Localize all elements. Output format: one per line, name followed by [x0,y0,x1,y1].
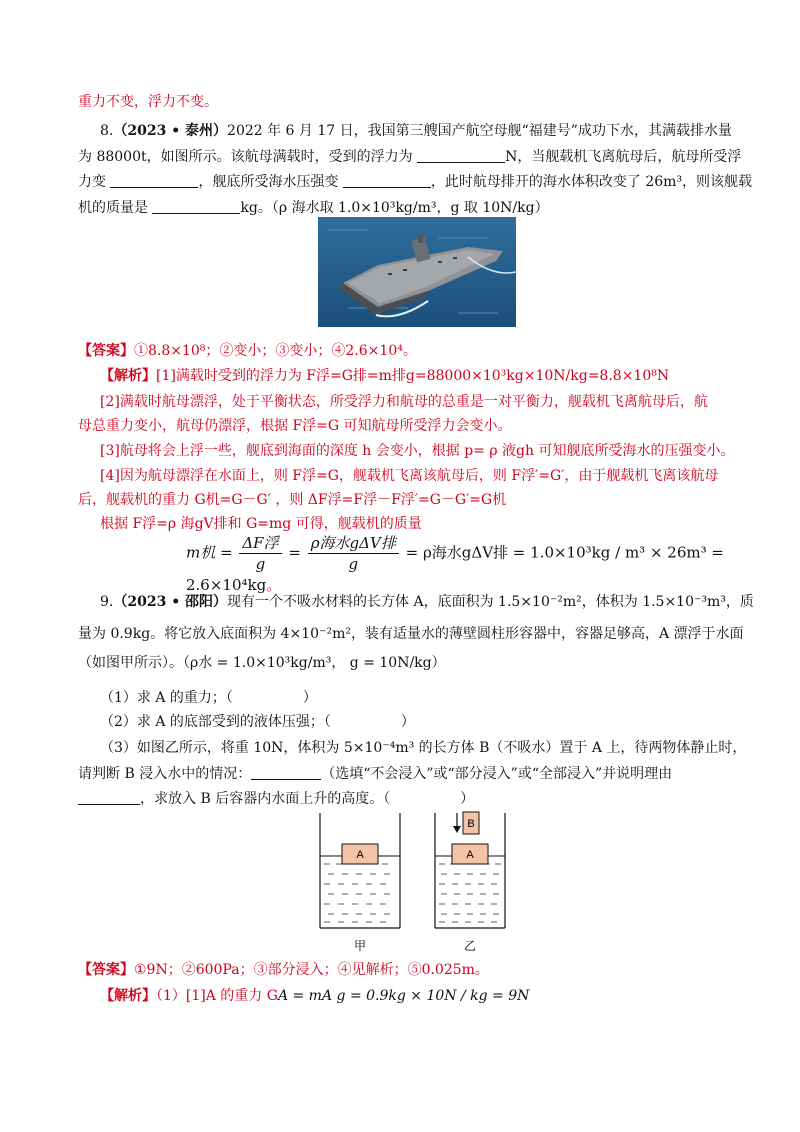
fraction-2 [308,533,399,574]
q9-part-1: （1）求 A 的重力；（ ） [100,690,317,706]
q8-line-4 [78,198,549,218]
fraction-denominator: g [348,555,359,573]
explanation-8-line-6: 后，舰载机的重力 G机=G－G′ ，则 ΔF浮=F浮－F浮′=G－G′=G机 [78,492,507,508]
answer-tag: 【答案】 [78,343,134,359]
q9-line-3: （如图甲所示）。（ρ水 = 1.0×10³kg/m³， g = 10N/kg） [78,655,446,671]
block-a-label: A [466,849,474,861]
caption-yi: 乙 [463,939,477,953]
aircraft-carrier-photo [318,217,516,327]
answer-blank [78,790,140,805]
answer-8 [78,341,417,361]
question-source: （2023 • 邵阳） [113,594,228,610]
block-b-label: B [467,818,475,830]
question-text: kg。（ρ 海水取 1.0×10³kg/m³，g 取 10N/kg） [240,200,549,216]
explanation-9-line-1 [100,986,529,1006]
q9-part-2: （2）求 A 的底部受到的液体压强；（ ） [100,714,415,730]
fraction-numerator: ΔF浮 [239,533,281,554]
container-yi [435,812,505,953]
caption-jia: 甲 [353,939,367,953]
mass-formula [186,533,800,595]
explanation-8-line-4: [3]航母将会上浮一些，舰底到海面的深度 h 会变小，根据 p= ρ 液gh 可知舰底所受海水的压强变小。 [100,443,735,459]
q9-part-3-line-2 [78,764,672,784]
question-text: （选填“不会浸入”或“部分浸入”或“全部浸入”并说明理由 [321,766,673,782]
q8-line-1 [100,121,732,141]
answer-9 [78,960,489,980]
answer-blank [343,173,431,188]
explanation-8-line-7: 根据 F浮=ρ 海gV排和 G=mg 可得，舰载机的质量 [100,516,422,532]
q9-part-3-line-3 [78,789,474,809]
explanation-8-line-2: [2]满载时航母漂浮，处于平衡状态，所受浮力和航母的总重是一对平衡力，舰载机飞离航母后，航 [100,394,708,410]
container-jia [320,813,400,953]
q9-line-2: 量为 0.9kg。将它放入底面积为 4×10⁻²m²，装有适量水的薄壁圆柱形容器中，容器足够高，A 漂浮于水面 [78,626,744,642]
question-text: 2022 年 6 月 17 日，我国第三艘国产航空母舰“福建号”成功下水，其满载排水量 [227,123,732,139]
answer-tag: 【答案】 [78,962,134,978]
explanation-8-line-5: [4]因为航母漂浮在水面上，则 F浮=G，舰载机飞离该航母后，则 F浮′=G′，由于舰载机飞离该航母 [100,468,719,484]
question-text: 为 88000t，如图所示。该航母满载时，受到的浮力为 [78,149,413,165]
formula-lhs: m机 = [186,543,233,562]
q8-line-2 [78,147,741,167]
q9-line-1 [100,592,754,612]
answer-blank [110,173,198,188]
fraction-numerator: ρ海水gΔV排 [308,533,399,554]
explanation-text: [1]满载时受到的浮力为 F浮=G排=m排g=88000×10³kg×10N/kg=8.8×10⁸N [156,368,670,384]
formula-result: = ρ海水gΔV排 = 1.0×10³kg / m³ × 26m³ = 2.6×10⁴kg [186,543,724,594]
question-source: （2023 • 泰州） [113,123,228,139]
explanation-tag: 【解析】 [100,988,156,1004]
question-text: N，当舰载机飞离航母后，航母所受浮 [505,149,742,165]
q9-part-3-line-1: （3）如图乙所示，将重 10N，体积为 5×10⁻⁴m³ 的长方体 B（不吸水）置于 A 上，待两物体静止时， [100,740,747,756]
answer-blank [417,148,505,163]
question-text: ，求放入 B 后容器内水面上升的高度。（ ） [140,791,475,807]
answer-blank [152,199,240,214]
answer-text: ①8.8×10⁸；②变小；③变小；④2.6×10⁴。 [134,343,417,359]
answer-text: ①9N；②600Pa；③部分浸入；④见解析；⑤0.025m。 [134,962,489,978]
container-diagram [310,808,510,958]
question-text: 现有一个不吸水材料的长方体 A，底面积为 1.5×10⁻²m²，体积为 1.5×10⁻³m³，质 [227,594,754,610]
question-text: ，此时航母排开的海水体积改变了 26m³，则该舰载 [430,174,753,190]
explanation-tag: 【解析】 [100,368,156,384]
q8-line-3 [78,172,752,192]
explanation-8-line-1 [100,366,669,386]
explanation-formula: A g = 0.9kg × 10N / kg = 9N [321,988,530,1004]
explanation-8-line-3: 母总重力变小，航母仍漂浮，根据 F浮=G 可知航母所受浮力会变小。 [78,418,512,434]
question-text: 请判断 B 浸入水中的情况： [78,766,252,782]
explanation-formula: A = m [277,988,322,1004]
fraction-1 [239,533,281,574]
question-text: 机的质量是 [78,200,148,216]
question-text: 力变 [78,174,106,190]
question-number: 9. [100,594,114,610]
question-text: ，舰底所受海水压强变 [198,174,339,190]
block-a-label: A [356,849,364,861]
equals-sign: = [288,543,301,562]
answer-blank [251,765,321,780]
explanation-text: （1）[1]A 的重力 G [156,988,278,1004]
fraction-denominator: g [255,555,266,573]
formula-end: 。 [266,576,282,594]
prev-answer-tail: 重力不变，浮力不变。 [78,94,218,110]
question-number: 8. [100,123,114,139]
